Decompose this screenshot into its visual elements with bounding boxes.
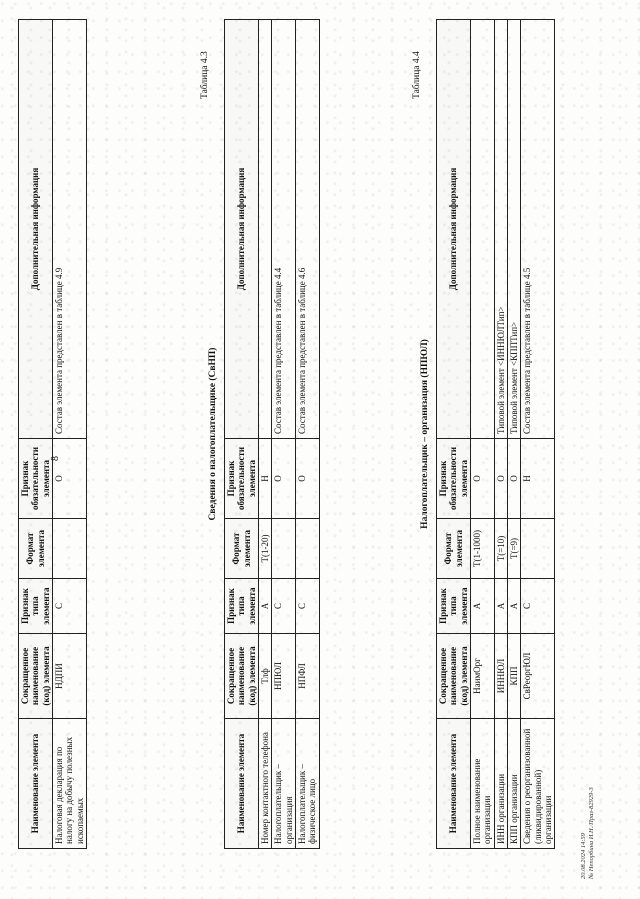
cell-required: О	[53, 439, 87, 519]
cell-code: СвРеоргЮЛ	[521, 634, 555, 719]
table-row	[259, 20, 272, 849]
cell-type: А	[494, 579, 507, 634]
table-4-4-label: Таблица 4.4	[412, 51, 422, 99]
cell-type: С	[272, 579, 296, 634]
header-additional-info: Дополнительная информация	[19, 20, 53, 439]
cell-type: А	[471, 579, 495, 634]
cell-required: О	[272, 439, 296, 519]
cell-name: КПП организации	[508, 719, 521, 849]
table-4-4	[436, 19, 555, 849]
table-header-row	[19, 20, 53, 849]
cell-type: А	[508, 579, 521, 634]
table-row	[53, 20, 87, 849]
cell-required: О	[494, 439, 507, 519]
cell-info: Типовой элемент <КППТип>	[508, 20, 521, 439]
cell-info: Состав элемента представлен в таблице 4.9	[53, 20, 87, 439]
cell-format: Т(1-1000)	[471, 519, 495, 579]
cell-required: О	[296, 439, 320, 519]
cell-code: Тлф	[259, 634, 272, 719]
header-element-required: Признак обязательности элемента	[437, 439, 471, 519]
cell-name: Сведения о реорганизованной (ликвидированной) организации	[521, 719, 555, 849]
cell-format	[272, 519, 296, 579]
cell-code: НаимОрг	[471, 634, 495, 719]
cell-name: Номер контактного телефона	[259, 719, 272, 849]
header-additional-info: Дополнительная информация	[437, 20, 471, 439]
cell-format: Т(1-20)	[259, 519, 272, 579]
cell-name: Налоговая декларация по налогу на добычу полезных ископаемых	[53, 719, 87, 849]
table-row	[296, 20, 320, 849]
header-element-type: Признак типа элемента	[19, 579, 53, 634]
header-element-format: Формат элемента	[437, 519, 471, 579]
header-element-code: Сокращенное наименование (код) элемента	[225, 634, 259, 719]
cell-type: А	[259, 579, 272, 634]
header-additional-info: Дополнительная информация	[225, 20, 259, 439]
cell-code: НДПИ	[53, 634, 87, 719]
table-4-3	[224, 19, 320, 849]
table-row	[508, 20, 521, 849]
table-row	[521, 20, 555, 849]
table-top	[18, 19, 87, 849]
cell-code: КПП	[508, 634, 521, 719]
cell-info	[259, 20, 272, 439]
cell-code: НПЮЛ	[272, 634, 296, 719]
document-stamp	[580, 787, 596, 879]
cell-required: О	[508, 439, 521, 519]
header-element-type: Признак типа элемента	[225, 579, 259, 634]
table-4-4-title: Налогоплательщик – организация (НПЮЛ)	[420, 339, 430, 529]
cell-format	[53, 519, 87, 579]
cell-name: Полное наименование организации	[471, 719, 495, 849]
table-row	[272, 20, 296, 849]
cell-code: НПФЛ	[296, 634, 320, 719]
table-4-3-label: Таблица 4.3	[200, 51, 210, 99]
cell-name: Налогоплательщик – организация	[272, 719, 296, 849]
cell-name: Налогоплательщик – физическое лицо	[296, 719, 320, 849]
table-4-3-title: Сведения о налогоплательщике (СвНП)	[208, 347, 218, 521]
cell-type: С	[521, 579, 555, 634]
header-element-code: Сокращенное наименование (код) элемента	[437, 634, 471, 719]
header-element-type: Признак типа элемента	[437, 579, 471, 634]
cell-info: Состав элемента представлен в таблице 4.6	[296, 20, 320, 439]
header-element-code: Сокращенное наименование (код) элемента	[19, 634, 53, 719]
header-element-name: Наименование элемента	[225, 719, 259, 849]
cell-name: ИНН организации	[494, 719, 507, 849]
cell-required: Н	[521, 439, 555, 519]
cell-format: Т(=10)	[494, 519, 507, 579]
table-row	[494, 20, 507, 849]
cell-format: Т(=9)	[508, 519, 521, 579]
cell-format	[521, 519, 555, 579]
cell-type: С	[296, 579, 320, 634]
stamp-signature: № Непорбина И.Н./Праз-82929-3	[587, 787, 595, 879]
header-element-required: Признак обязательности элемента	[225, 439, 259, 519]
header-element-format: Формат элемента	[19, 519, 53, 579]
cell-info: Состав элемента представлен в таблице 4.5	[521, 20, 555, 439]
cell-code: ИННЮЛ	[494, 634, 507, 719]
stamp-date: 20.08.2024 14:59	[580, 832, 587, 879]
header-element-format: Формат элемента	[225, 519, 259, 579]
cell-type: С	[53, 579, 87, 634]
cell-format	[296, 519, 320, 579]
cell-info: Состав элемента представлен в таблице 4.4	[272, 20, 296, 439]
cell-required: О	[471, 439, 495, 519]
header-element-name: Наименование элемента	[437, 719, 471, 849]
header-element-name: Наименование элемента	[19, 719, 53, 849]
cell-info	[471, 20, 495, 439]
header-element-required: Признак обязательности элемента	[19, 439, 53, 519]
table-row	[471, 20, 495, 849]
cell-required: Н	[259, 439, 272, 519]
table-header-row	[437, 20, 471, 849]
page-number: 8	[50, 456, 61, 461]
table-header-row	[225, 20, 259, 849]
cell-info: Типовой элемент <ИННЮЛТип>	[494, 20, 507, 439]
